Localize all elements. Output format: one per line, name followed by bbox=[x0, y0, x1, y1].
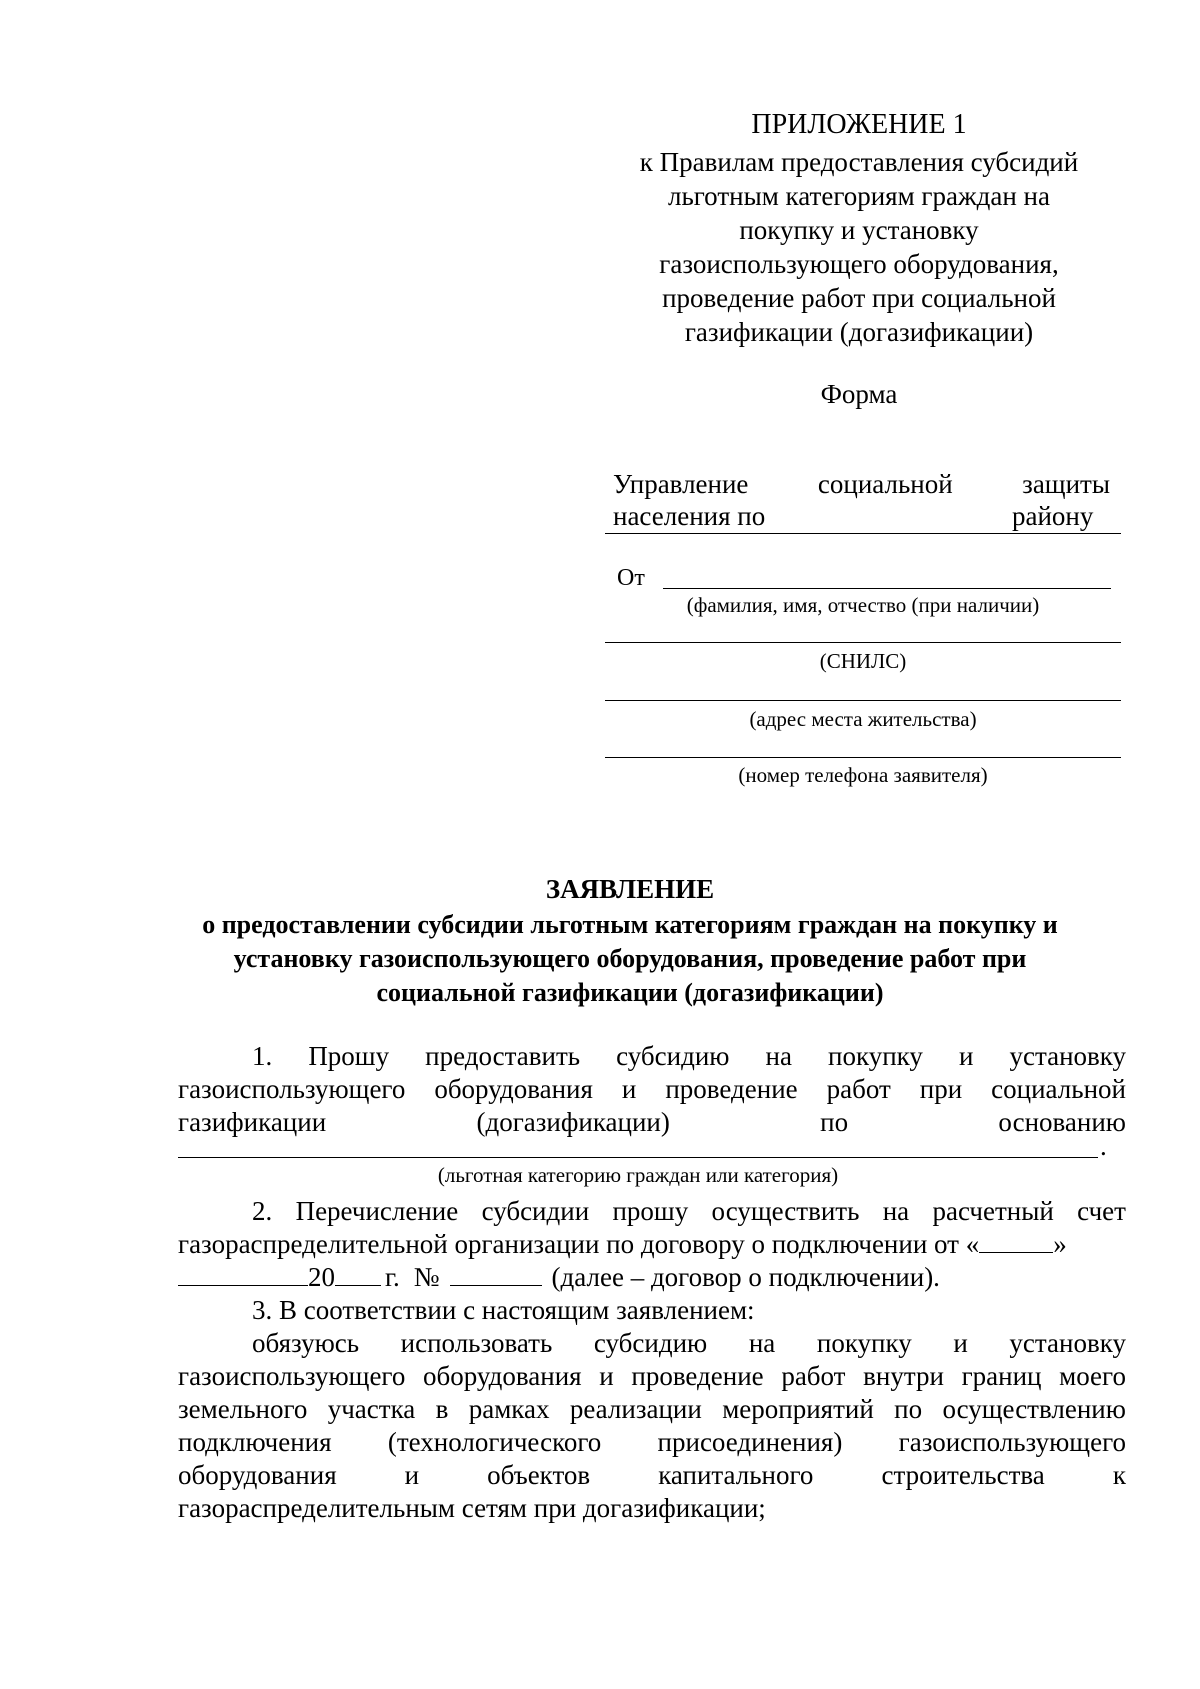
phone-caption: (номер телефона заявителя) bbox=[738, 763, 988, 787]
year-suffix: г. bbox=[385, 1262, 400, 1292]
appendix-line-6: газификации (догазификации) bbox=[684, 317, 1034, 347]
from-label: От bbox=[617, 565, 645, 591]
appendix-line-1: к Правилам предоставления субсидий bbox=[639, 147, 1079, 177]
word: в bbox=[435, 1394, 449, 1424]
p2-line-2-text: газораспределительной организации по договору о подключении от « bbox=[178, 1229, 980, 1259]
word: объектов bbox=[487, 1460, 591, 1490]
word: предоставить bbox=[425, 1041, 581, 1071]
word: оборудования bbox=[178, 1460, 337, 1490]
p3-intro: 3. В соответствии с настоящим заявлением: bbox=[252, 1295, 755, 1325]
snils-field[interactable] bbox=[605, 642, 1121, 643]
word: границ bbox=[961, 1361, 1042, 1391]
p3-line-5 bbox=[178, 1459, 1126, 1492]
word: по bbox=[894, 1394, 923, 1424]
address-caption: (адрес места жительства) bbox=[749, 707, 977, 731]
word: строительства bbox=[881, 1460, 1045, 1490]
word: 2. bbox=[252, 1196, 273, 1226]
form-label: Форма bbox=[820, 379, 898, 409]
year-prefix: 20 bbox=[308, 1262, 335, 1292]
word: основанию bbox=[998, 1107, 1126, 1137]
word: проведение bbox=[665, 1074, 798, 1104]
word: участка bbox=[327, 1394, 416, 1424]
statement-subtitle-2: установку газоиспользующего оборудования, проведение работ при bbox=[233, 944, 1027, 973]
addressee-line-1 bbox=[613, 468, 1110, 500]
word: осуществлению bbox=[942, 1394, 1126, 1424]
word: покупку bbox=[816, 1328, 912, 1358]
word: газификации bbox=[178, 1107, 327, 1137]
word: работ bbox=[781, 1361, 846, 1391]
word: реализации bbox=[569, 1394, 702, 1424]
word: на bbox=[748, 1328, 776, 1358]
word: газоиспользующего bbox=[178, 1361, 406, 1391]
word: при bbox=[919, 1074, 963, 1104]
word: оборудования bbox=[422, 1361, 582, 1391]
word: по bbox=[820, 1107, 849, 1137]
word: Прошу bbox=[308, 1041, 390, 1071]
word: присоединения) bbox=[657, 1427, 843, 1457]
beneficiary-category-caption: (льготная категорию граждан или категория) bbox=[437, 1163, 839, 1187]
word: оборудования bbox=[434, 1074, 593, 1104]
addressee-district-line[interactable] bbox=[605, 533, 1121, 534]
beneficiary-category-field[interactable] bbox=[178, 1157, 1098, 1158]
p1-line-2 bbox=[178, 1073, 1126, 1106]
addressee-word: социальной bbox=[817, 469, 953, 499]
p3-line-3 bbox=[178, 1393, 1126, 1426]
statement-title: ЗАЯВЛЕНИЕ bbox=[545, 874, 715, 904]
snils-caption: (СНИЛС) bbox=[819, 649, 907, 673]
p3-line-2 bbox=[178, 1360, 1126, 1393]
contract-year-field[interactable] bbox=[335, 1261, 381, 1286]
word: расчетный bbox=[932, 1196, 1054, 1226]
fio-field[interactable] bbox=[663, 588, 1111, 589]
appendix-line-4: газоиспользующего оборудования, bbox=[659, 249, 1059, 279]
word: газоиспользующего bbox=[178, 1074, 406, 1104]
word: и bbox=[953, 1328, 968, 1358]
addressee-word: защиты bbox=[1022, 469, 1110, 499]
appendix-title: ПРИЛОЖЕНИЕ 1 bbox=[751, 109, 967, 140]
word: капитального bbox=[658, 1460, 814, 1490]
word: моего bbox=[1059, 1361, 1126, 1391]
p2-line-2-close: » bbox=[1053, 1229, 1067, 1259]
word: на bbox=[882, 1196, 910, 1226]
word: Перечисление bbox=[295, 1196, 459, 1226]
word: и bbox=[958, 1041, 974, 1071]
appendix-line-5: проведение работ при социальной bbox=[662, 283, 1056, 313]
word: субсидию bbox=[593, 1328, 708, 1358]
word: субсидии bbox=[481, 1196, 590, 1226]
contract-number-field[interactable] bbox=[450, 1261, 542, 1286]
p3-line-4 bbox=[178, 1426, 1126, 1459]
word: и bbox=[599, 1361, 614, 1391]
word: (догазификации) bbox=[476, 1107, 670, 1137]
appendix-line-2: льготным категориям граждан на bbox=[667, 181, 1050, 211]
word: мероприятий bbox=[722, 1394, 874, 1424]
p2-line-3 bbox=[178, 1261, 940, 1294]
contract-month-field[interactable] bbox=[178, 1261, 308, 1286]
addressee-line-2-right: району bbox=[1012, 501, 1094, 531]
word: осуществить bbox=[711, 1196, 860, 1226]
word: и bbox=[621, 1074, 637, 1104]
p1-end-period: . bbox=[1100, 1131, 1107, 1161]
word: социальной bbox=[991, 1074, 1126, 1104]
word: работ bbox=[826, 1074, 891, 1104]
p3-line-1 bbox=[252, 1327, 1126, 1360]
word: субсидию bbox=[616, 1041, 730, 1071]
word: (технологического bbox=[387, 1427, 602, 1457]
statement-subtitle-3: социальной газификации (догазификации) bbox=[376, 978, 884, 1007]
word: газоиспользующего bbox=[898, 1427, 1126, 1457]
contract-day-field[interactable] bbox=[979, 1228, 1053, 1253]
word: подключения bbox=[178, 1427, 332, 1457]
word: покупку bbox=[828, 1041, 923, 1071]
p2-line-2 bbox=[178, 1228, 1067, 1261]
p1-line-3 bbox=[178, 1106, 1126, 1139]
word: прошу bbox=[612, 1196, 689, 1226]
word: установку bbox=[1009, 1041, 1126, 1071]
word: и bbox=[404, 1460, 420, 1490]
word: установку bbox=[1009, 1328, 1126, 1358]
word: к bbox=[1112, 1460, 1126, 1490]
address-field[interactable] bbox=[605, 700, 1121, 701]
word: обязуюсь bbox=[252, 1328, 360, 1358]
p3-line-6: газораспределительным сетям при догазификации; bbox=[178, 1493, 766, 1523]
number-sign: № bbox=[413, 1262, 440, 1292]
p2-line-3-tail: (далее – договор о подключении). bbox=[551, 1262, 940, 1292]
addressee-word: Управление bbox=[613, 469, 749, 499]
word: земельного bbox=[178, 1394, 308, 1424]
statement-subtitle-1: о предоставлении субсидии льготным категориям граждан на покупку и bbox=[202, 910, 1058, 939]
word: счет bbox=[1077, 1196, 1126, 1226]
word: на bbox=[765, 1041, 792, 1071]
fio-caption: (фамилия, имя, отчество (при наличии) bbox=[686, 593, 1040, 617]
phone-field[interactable] bbox=[605, 757, 1121, 758]
word: рамках bbox=[468, 1394, 550, 1424]
word: использовать bbox=[400, 1328, 553, 1358]
p1-line-1 bbox=[252, 1040, 1126, 1073]
word: внутри bbox=[863, 1361, 944, 1391]
word: проведение bbox=[631, 1361, 764, 1391]
appendix-line-3: покупку и установку bbox=[739, 215, 979, 245]
addressee-line-2-left: населения по bbox=[613, 501, 766, 531]
word: 1. bbox=[252, 1041, 273, 1071]
p2-line-1 bbox=[252, 1195, 1126, 1228]
